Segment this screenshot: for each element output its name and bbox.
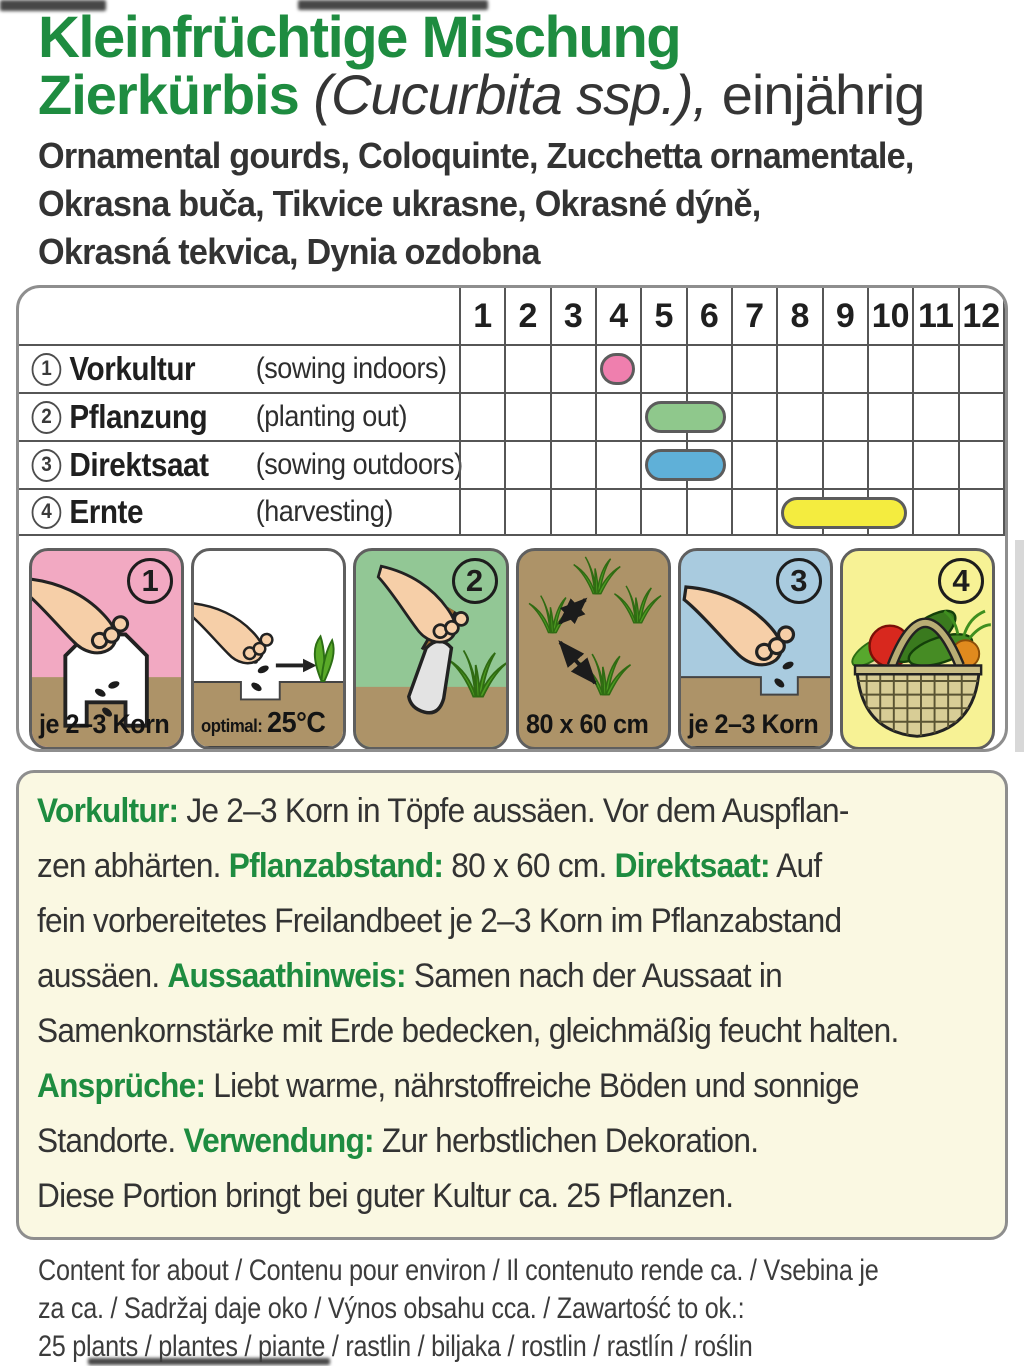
calendar-row: [19, 392, 1005, 440]
month-grid-cell: [912, 394, 957, 440]
calendar-row-months: [459, 490, 1005, 534]
calendar-row-months: [459, 442, 1005, 488]
period-bar: [645, 401, 726, 433]
pictogram-tile-temperature: [191, 548, 346, 750]
period-bar: [781, 497, 907, 529]
month-grid-cell: [595, 490, 640, 534]
step-number-badge: 4: [32, 496, 62, 529]
month-grid-cell: [686, 490, 731, 534]
month-grid-cell: [504, 346, 549, 392]
month-grid-cell: [867, 442, 912, 488]
month-grid-cell: [776, 346, 821, 392]
tile-caption: [526, 709, 648, 740]
month-grid-cell: [550, 394, 595, 440]
month-grid-cell: [550, 346, 595, 392]
species-name: Zierkürbis: [38, 63, 299, 126]
step-number-badge: 3: [32, 449, 62, 482]
synonym-names: [38, 132, 914, 276]
month-grid-cell: [958, 490, 1003, 534]
month-grid-cell: [731, 394, 776, 440]
instruction-text: Je 2–3 Korn in Töpfe aussäen. Vor dem Auspflan- zen abhärten.: [37, 792, 849, 885]
content-quantity-note: [38, 1252, 1012, 1366]
tile-step-number: 3: [776, 558, 822, 604]
month-grid-cell: [776, 394, 821, 440]
step-number-badge: 1: [32, 353, 62, 386]
month-grid-cell: [867, 394, 912, 440]
month-cell: 7: [731, 288, 776, 344]
calendar-month-header: [19, 288, 1005, 344]
month-cell: 4: [595, 288, 640, 344]
packet-subtitle: [38, 62, 924, 127]
instruction-keyword: Ansprüche:: [37, 1067, 206, 1105]
instruction-text: Samen nach der Aussaat in Samenkornstärke mit Erde bedecken, gleichmäßig feucht halten.: [37, 957, 899, 1050]
activity-translation: (sowing indoors): [255, 352, 447, 385]
tile-caption-small: optimal:: [201, 716, 263, 736]
activity-name: Pflanzung: [69, 398, 208, 435]
month-grid-cell: [912, 442, 957, 488]
month-grid-cell: [776, 442, 821, 488]
month-grid-cell: [595, 442, 640, 488]
tile-caption: [688, 709, 818, 740]
content-note-line: Content for about / Contenu pour environ / Il contenuto rende ca. / Vsebina je: [38, 1254, 879, 1287]
step-number-badge: 2: [32, 401, 62, 434]
calendar-month-cells: [459, 288, 1005, 344]
month-cell: 2: [504, 288, 549, 344]
month-grid-cell: [504, 490, 549, 534]
month-grid-cell: [822, 394, 867, 440]
calendar-row-label-inner: [19, 398, 415, 436]
tile-caption: [201, 707, 325, 740]
calendar-row-label: [19, 490, 459, 534]
period-bar: [600, 353, 635, 385]
instruction-keyword: Verwendung:: [183, 1122, 374, 1160]
month-grid-cell: [822, 442, 867, 488]
activity-translation: (harvesting): [255, 495, 393, 528]
calendar-row: [19, 488, 1005, 536]
pictogram-tile-ernte: [840, 548, 995, 750]
activity-translation: (planting out): [255, 400, 407, 433]
month-cell: 11: [912, 288, 957, 344]
pictogram-tile-pflanzabstand: [516, 548, 671, 750]
instruction-text: 80 x 60 cm.: [443, 847, 615, 885]
calendar-rows: [19, 344, 1005, 536]
month-grid-cell: [958, 442, 1003, 488]
tile-caption-text: 80 x 60 cm: [525, 709, 648, 739]
month-grid-cell: [595, 394, 640, 440]
tile-caption-text: je 2–3 Korn: [687, 709, 818, 739]
calendar-row-label: [19, 346, 459, 392]
month-grid-cell: [731, 442, 776, 488]
month-cell: 5: [640, 288, 685, 344]
month-cell: 10: [867, 288, 912, 344]
synonym-line: Okrasna buča, Tikvice ukrasne, Okrasné dýně,: [38, 183, 761, 224]
synonym-line: Ornamental gourds, Coloquinte, Zucchetta ornamentale,: [38, 135, 914, 176]
instruction-keyword: Direktsaat:: [614, 847, 770, 885]
activity-name: Vorkultur: [69, 350, 196, 387]
month-grid-cell: [822, 346, 867, 392]
month-grid-cell: [459, 442, 504, 488]
month-grid-cell: [640, 346, 685, 392]
lifecycle-label: einjährig: [721, 63, 925, 126]
calendar-row-label-inner: [19, 446, 463, 484]
pictogram-tiles: [19, 536, 1005, 750]
calendar-row: [19, 440, 1005, 488]
calendar-row: [19, 344, 1005, 392]
month-cell: 3: [550, 288, 595, 344]
tile-step-number: 2: [452, 558, 498, 604]
month-grid-cell: [459, 490, 504, 534]
month-grid-cell: [459, 394, 504, 440]
calendar-row-months: [459, 346, 1005, 392]
calendar-row-label: [19, 442, 463, 488]
month-cell: 9: [822, 288, 867, 344]
instruction-text: Zur herbstlichen Dekoration. Diese Portion bringt bei guter Kultur ca. 25 Pflanzen.: [37, 1122, 759, 1215]
activity-name: Direktsaat: [69, 446, 209, 483]
scan-edge-strip: [1015, 540, 1024, 752]
content-note-line: 25 plants / plantes / piante / rastlin / biljaka / rostlin / rastlín / roślin: [38, 1330, 753, 1363]
calendar-row-label-inner: [19, 493, 415, 531]
month-cell: 8: [776, 288, 821, 344]
month-grid-cell: [731, 490, 776, 534]
month-cell: 12: [958, 288, 1003, 344]
packet-title: Kleinfrüchtige Mischung: [38, 5, 681, 70]
month-grid-cell: [504, 394, 549, 440]
tile-step-number: 1: [127, 558, 173, 604]
pictogram-tile-vorkultur-pot: [29, 548, 184, 750]
tile-caption-text: 25°C: [267, 707, 326, 739]
month-grid-cell: [550, 490, 595, 534]
pictogram-tile-direktsaat: [678, 548, 833, 750]
tile-caption: [39, 709, 169, 740]
instruction-keyword: Vorkultur:: [37, 792, 179, 830]
activity-translation: (sowing outdoors): [255, 448, 463, 481]
content-note-line: za ca. / Sadržaj daje oko / Výnos obsahu cca. / Zawartość to ok.:: [38, 1292, 745, 1325]
tile-caption-text: je 2–3 Korn: [39, 709, 170, 739]
cultivation-instructions-text: [37, 784, 987, 1224]
instruction-keyword: Aussaathinweis:: [167, 957, 406, 995]
tile-step-number: 4: [938, 558, 984, 604]
month-grid-cell: [640, 490, 685, 534]
month-grid-cell: [731, 346, 776, 392]
activity-name: Ernte: [69, 493, 144, 530]
calendar-header-spacer: [19, 288, 459, 344]
calendar-row-months: [459, 394, 1005, 440]
instruction-text: Auf fein vorbereitetes Freilandbeet je 2–3 Korn im Pflanzabstand aussäen.: [37, 847, 842, 995]
month-grid-cell: [504, 442, 549, 488]
month-grid-cell: [912, 346, 957, 392]
calendar-row-label: [19, 394, 459, 440]
pictogram-tile-pflanzung: [353, 548, 508, 750]
synonym-line: Okrasná tekvica, Dynia ozdobna: [38, 231, 540, 272]
month-cell: 1: [459, 288, 504, 344]
calendar-row-label-inner: [19, 350, 447, 388]
instruction-text: Liebt warme, nährstoffreiche Böden und sonnige Standorte.: [37, 1067, 859, 1160]
cultivation-instructions-box: [16, 770, 1008, 1240]
period-bar: [645, 449, 726, 481]
month-grid-cell: [550, 442, 595, 488]
month-grid-cell: [686, 346, 731, 392]
month-cell: 6: [686, 288, 731, 344]
month-grid-cell: [958, 346, 1003, 392]
month-grid-cell: [958, 394, 1003, 440]
month-grid-cell: [459, 346, 504, 392]
month-grid-cell: [912, 490, 957, 534]
instruction-keyword: Pflanzabstand:: [228, 847, 444, 885]
month-grid-cell: [867, 346, 912, 392]
sowing-calendar-box: [16, 285, 1008, 752]
latin-name: (Cucurbita ssp.),: [313, 63, 708, 126]
